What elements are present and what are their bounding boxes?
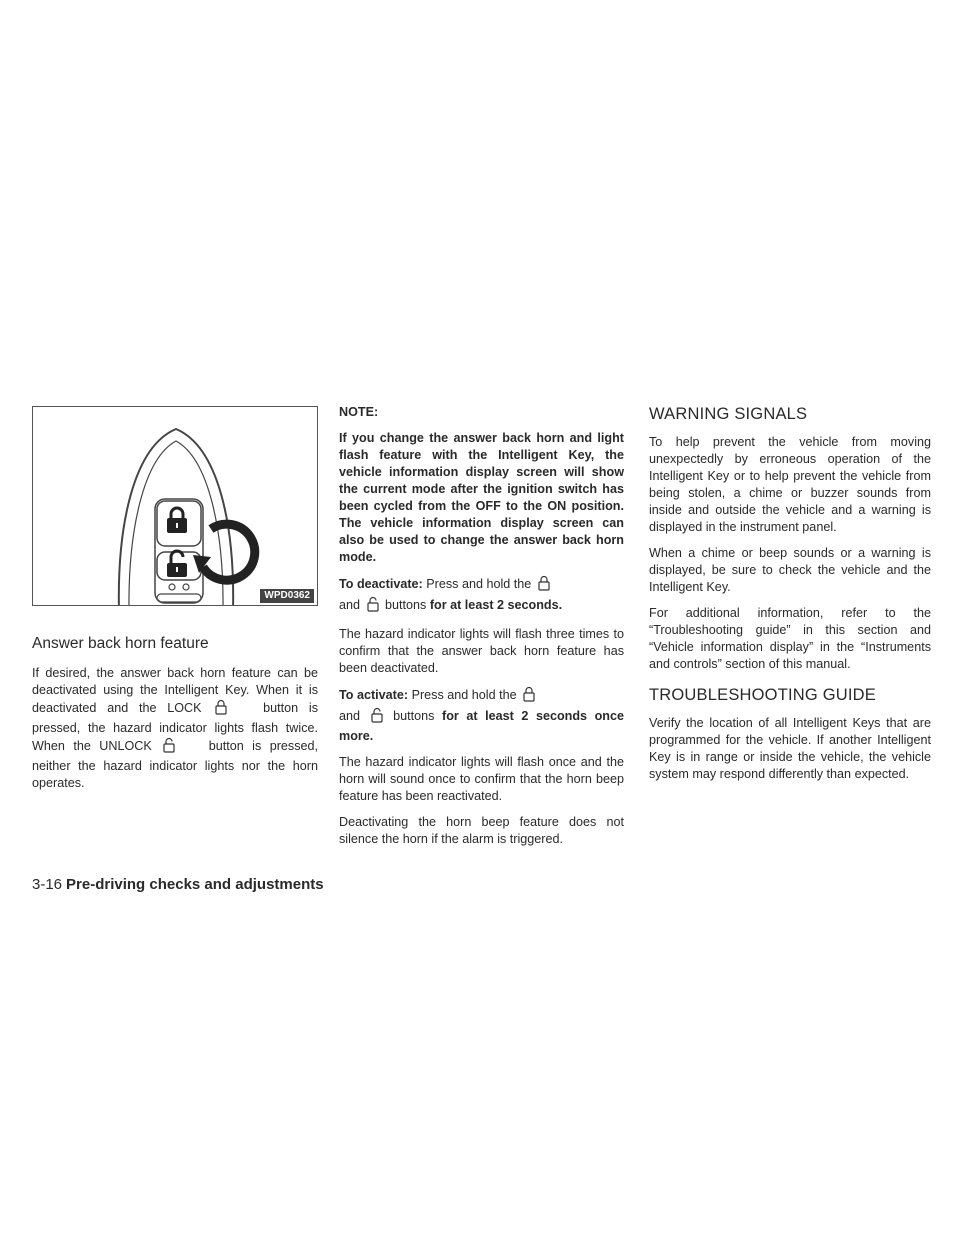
deactivate-instructions: To deactivate: Press and hold the and buttons for at least 2 seconds.: [339, 575, 624, 617]
unlock-icon: [371, 707, 383, 728]
unlock-icon: [167, 551, 187, 577]
lock-icon: [523, 686, 535, 707]
column-left: [32, 406, 318, 801]
page-footer: [32, 876, 324, 894]
warning-paragraph-3: For additional information, refer to the “Troubleshooting guide” in this section and “Vehicle information display” in the “Instruments and controls” section of this manual.: [649, 606, 931, 671]
deactivate-result: The hazard indicator lights will flash three times to confirm that the answer back horn feature has been deactivated.: [339, 627, 624, 675]
unlock-icon: [367, 596, 379, 617]
lock-icon: [538, 575, 550, 596]
warning-paragraph-1: To help prevent the vehicle from moving unexpectedly by erroneous operation of the Intelligent Key or to help prevent the vehicle from being stolen, a chime or buzzer sounds from inside and outside the vehicle and a warning is displayed in the instrument panel.: [649, 435, 931, 534]
section-heading-warning-signals: WARNING SIGNALS: [649, 405, 808, 423]
lock-icon: [215, 699, 227, 720]
note-body: If you change the answer back horn and light flash feature with the Intelligent Key, the vehicle information display screen will show the current mode after the ignition switch has been cycled from the OFF to the ON position. The vehicle information display screen can also be used to change the answer back horn mode.: [339, 431, 624, 564]
unlock-icon: [163, 737, 175, 758]
page-number: 3-16: [32, 876, 63, 893]
alarm-note: Deactivating the horn beep feature does not silence the horn if the alarm is triggered.: [339, 815, 624, 846]
answer-back-paragraph: If desired, the answer back horn feature can be deactivated using the Intelligent Key. When it is deactivated and the LOCK button is pressed, the hazard indicator lights flash twice. When the UNLOCK button is pressed, neither the hazard indicator lights nor the horn operates.: [32, 666, 319, 790]
section-heading-troubleshooting: TROUBLESHOOTING GUIDE: [649, 686, 876, 704]
warning-paragraph-2: When a chime or beep sounds or a warning is displayed, be sure to check the vehicle and the Intelligent Key.: [649, 546, 931, 594]
lock-icon: [167, 508, 187, 533]
figure-label: WPD0362: [260, 589, 314, 603]
section-title: Pre-driving checks and adjustments: [66, 876, 324, 893]
column-right: [649, 404, 931, 792]
column-middle: [339, 404, 624, 857]
key-fob-figure: [32, 406, 318, 606]
activate-instructions: To activate: Press and hold the and buttons for at least 2 seconds once more.: [339, 688, 624, 743]
section-heading-answer-back: Answer back horn feature: [32, 635, 209, 652]
troubleshooting-paragraph: Verify the location of all Intelligent Keys that are programmed for the vehicle. If another Intelligent Key is in range or inside the vehicle, the vehicle system may respond differently than expected.: [649, 716, 931, 781]
note-heading: NOTE:: [339, 405, 379, 419]
key-fob-illustration: [33, 407, 318, 606]
activate-result: The hazard indicator lights will flash once and the horn will sound once to confirm that the horn beep feature has been reactivated.: [339, 755, 624, 803]
